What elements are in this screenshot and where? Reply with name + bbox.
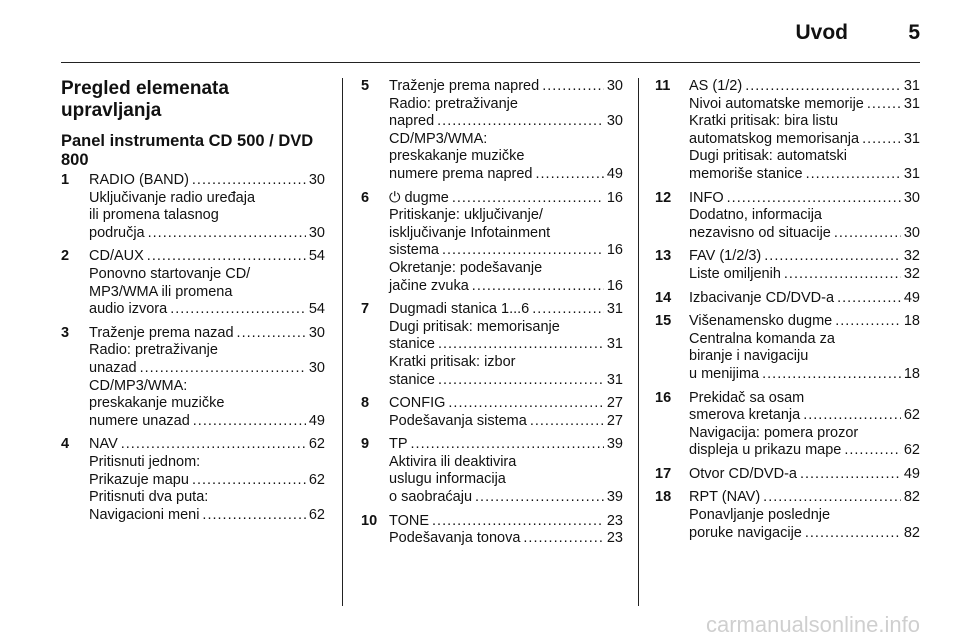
entry-text: Ponavljanje poslednje (689, 507, 831, 524)
page-reference: 31 (903, 78, 920, 94)
entry-text: ili promena talasnog (89, 207, 219, 224)
page-number: 5 (908, 21, 920, 44)
entry-line (689, 390, 920, 408)
dot-leader (147, 248, 306, 266)
dot-leader (523, 530, 603, 548)
dot-leader (800, 466, 901, 484)
entry-text: Radio: pretraživanje (389, 95, 518, 112)
toc-entry (655, 489, 920, 542)
entry-line (389, 395, 623, 413)
entry-text: Prekidač sa osam (689, 389, 805, 406)
entry-line (89, 378, 325, 396)
entry-line (389, 301, 623, 319)
entry-line (689, 331, 920, 349)
entry-text: u menijima (689, 365, 760, 382)
toc-entry (361, 436, 623, 506)
page-reference: 62 (308, 436, 325, 453)
dot-leader (763, 489, 901, 507)
dot-leader (764, 248, 901, 266)
entry-number: 1 (61, 172, 70, 188)
entry-line (389, 207, 623, 225)
entry-line (689, 442, 920, 460)
page-reference: 31 (606, 336, 623, 353)
page-reference: 82 (903, 524, 920, 541)
entry-line (89, 248, 325, 266)
toc-entry (61, 172, 325, 242)
entry-line (89, 489, 325, 507)
entry-line (389, 278, 623, 296)
entry-line (89, 413, 325, 431)
entry-text: Dugmadi stanica 1...6 (389, 301, 530, 318)
entry-text: Podešavanja sistema (389, 412, 527, 429)
entry-line (389, 131, 623, 149)
dot-leader (432, 513, 604, 531)
entry-line (689, 290, 920, 308)
page-reference: 23 (606, 530, 623, 547)
entry-text: Ponovno startovanje CD/ (89, 265, 251, 282)
entry-text: FAV (1/2/3) (689, 248, 762, 265)
page-reference: 62 (903, 407, 920, 424)
entry-text: biranje i navigaciju (689, 348, 809, 365)
toc-entry (61, 436, 325, 524)
entry-number: 6 (361, 189, 370, 206)
entry-text: memoriše stanice (689, 165, 803, 182)
entry-number: 14 (655, 289, 672, 306)
toc-entry (655, 78, 920, 184)
entry-line (689, 313, 920, 331)
entry-number: 15 (655, 313, 672, 330)
page-reference: 30 (606, 113, 623, 130)
page-reference: 16 (606, 242, 623, 259)
entry-line (389, 354, 623, 372)
entry-line (389, 166, 623, 184)
toc-entry (61, 248, 325, 318)
entry-text: sistema (389, 242, 439, 259)
entry-number: 17 (655, 465, 672, 482)
entry-text: RADIO (BAND) (89, 172, 189, 188)
entry-text: Centralna komanda za (689, 330, 835, 347)
dot-leader (805, 525, 901, 543)
entry-text: audio izvora (89, 301, 168, 318)
entry-line (389, 96, 623, 114)
toc-entry (655, 313, 920, 383)
entry-line (689, 78, 920, 96)
page-reference: 62 (903, 442, 920, 459)
page-reference: 30 (308, 172, 325, 188)
entry-line (689, 166, 920, 184)
dot-leader (806, 166, 901, 184)
entry-number: 9 (361, 436, 370, 453)
dot-leader (862, 131, 901, 149)
dot-leader (542, 78, 604, 96)
entry-text: napred (389, 113, 435, 130)
dot-leader (535, 166, 603, 184)
entry-line (689, 190, 920, 208)
entry-line (689, 113, 920, 131)
page-reference: 27 (606, 395, 623, 412)
entry-line (89, 454, 325, 472)
page-reference: 16 (606, 189, 623, 206)
entry-text: Uključivanje radio uređaja (89, 189, 256, 206)
entry-line (89, 360, 325, 378)
entry-line (689, 207, 920, 225)
page-reference: 32 (903, 248, 920, 265)
entry-line (389, 436, 623, 454)
page-reference: 31 (606, 371, 623, 388)
entry-line (89, 207, 325, 225)
entry-text: CD/MP3/WMA: (89, 377, 188, 394)
page-reference: 39 (606, 436, 623, 453)
dot-leader (784, 266, 901, 284)
entry-line (689, 425, 920, 443)
entry-line (389, 148, 623, 166)
entry-text: smerova kretanja (689, 407, 801, 424)
entry-line (89, 507, 325, 525)
dot-leader (442, 242, 604, 260)
dot-leader (192, 472, 306, 490)
entry-line (389, 413, 623, 431)
page-reference: 16 (606, 277, 623, 294)
toc-entry (361, 78, 623, 184)
dot-leader (192, 172, 306, 190)
entry-text: displeja u prikazu mape (689, 442, 842, 459)
dot-leader (438, 336, 604, 354)
dot-leader (762, 366, 901, 384)
entry-text: jačine zvuka (389, 277, 469, 294)
page-reference: 31 (606, 301, 623, 318)
page-reference: 32 (903, 265, 920, 282)
entry-number: 12 (655, 189, 672, 206)
entry-text: Dugi pritisak: automatski (689, 148, 847, 165)
entry-text: stanice (389, 336, 435, 353)
entry-text: Izbacivanje CD/DVD-a (689, 289, 835, 306)
dot-leader (148, 225, 306, 243)
entry-text: poruke navigacije (689, 524, 802, 541)
entry-line (689, 366, 920, 384)
entry-text: o saobraćaju (389, 489, 473, 506)
entry-text: Otvor CD/DVD-a (689, 465, 797, 482)
entry-line (89, 266, 325, 284)
entry-text: ⏻ dugme (389, 189, 449, 206)
dot-leader (202, 507, 305, 525)
toc-entry (361, 395, 623, 430)
entry-text: unazad (89, 359, 137, 376)
entry-text: preskakanje muzičke (389, 148, 525, 165)
entry-list (361, 78, 623, 548)
entry-number: 2 (61, 248, 70, 265)
entry-text: uslugu informacija (389, 471, 506, 488)
entry-number: 8 (361, 395, 370, 412)
entry-number: 3 (61, 324, 70, 341)
entry-line (689, 466, 920, 484)
entry-text: Navigacioni meni (89, 506, 200, 523)
entry-text: AS (1/2) (689, 78, 743, 94)
page-reference: 49 (903, 465, 920, 482)
entry-text: Aktivira ili deaktivira (389, 453, 517, 470)
entry-line (689, 348, 920, 366)
entry-text: automatskog memorisanja (689, 130, 860, 147)
entry-text: numere unazad (89, 412, 190, 429)
entry-text: MP3/WMA ili promena (89, 283, 233, 300)
toc-entry (655, 248, 920, 283)
entry-line (389, 489, 623, 507)
toc-entry (655, 390, 920, 460)
page-reference: 30 (903, 224, 920, 241)
entry-line (689, 225, 920, 243)
entry-text: nezavisno od situacije (689, 224, 831, 241)
page-reference: 82 (903, 489, 920, 506)
dot-leader (844, 442, 901, 460)
page-reference: 39 (606, 489, 623, 506)
dot-leader (803, 407, 901, 425)
page-reference: 49 (606, 165, 623, 182)
entry-line (389, 225, 623, 243)
entry-line (389, 319, 623, 337)
entry-line (389, 78, 623, 96)
entry-line (89, 225, 325, 243)
page-reference: 54 (308, 248, 325, 265)
dot-leader (834, 225, 901, 243)
entry-line (389, 372, 623, 390)
dot-leader (140, 360, 306, 378)
dot-leader (411, 436, 604, 454)
entry-text: Kratki pritisak: bira listu (689, 113, 839, 130)
entry-text: Podešavanja tonova (389, 530, 521, 547)
entry-line (89, 436, 325, 454)
entry-text: Pritisnuti dva puta: (89, 489, 209, 506)
dot-leader (835, 313, 901, 331)
dot-leader (170, 301, 306, 319)
column-3 (655, 78, 920, 548)
toc-entry (655, 190, 920, 243)
entry-text: Dodatno, informacija (689, 207, 822, 224)
entry-number: 13 (655, 248, 672, 265)
page-reference: 62 (308, 506, 325, 523)
entry-line (89, 395, 325, 413)
toc-entry (361, 301, 623, 389)
watermark: carmanualsonline.info (705, 612, 920, 637)
entry-number: 18 (655, 489, 672, 506)
entry-text: Okretanje: podešavanje (389, 259, 543, 276)
dot-leader (727, 190, 901, 208)
page-reference: 27 (606, 412, 623, 429)
entry-text: CONFIG (389, 395, 446, 412)
page-reference: 31 (903, 165, 920, 182)
toc-entry (61, 325, 325, 431)
toc-entry (655, 466, 920, 484)
entry-line (689, 131, 920, 149)
entry-text: Nivoi automatske memorije (689, 95, 864, 112)
page-header-title: Uvod (795, 21, 848, 44)
dot-leader (121, 436, 306, 454)
page-reference: 54 (308, 301, 325, 318)
entry-text: Dugi pritisak: memorisanje (389, 318, 560, 335)
entry-line (689, 407, 920, 425)
entry-line (89, 472, 325, 490)
dot-leader (472, 278, 604, 296)
entry-number: 4 (61, 436, 70, 453)
entry-line (89, 284, 325, 302)
page-reference: 62 (308, 471, 325, 488)
entry-list (61, 172, 325, 524)
entry-text: NAV (89, 436, 118, 453)
dot-leader (475, 489, 604, 507)
entry-line (689, 248, 920, 266)
entry-line (689, 96, 920, 114)
column-divider-2 (638, 78, 639, 606)
entry-line (89, 342, 325, 360)
entry-number: 10 (361, 512, 378, 529)
entry-line (689, 266, 920, 284)
entry-text: Liste omiljenih (689, 265, 781, 282)
entry-line (389, 454, 623, 472)
page-reference: 18 (903, 365, 920, 382)
entry-number: 5 (361, 78, 370, 94)
entry-line (389, 530, 623, 548)
page-reference: 31 (903, 130, 920, 147)
dot-leader (448, 395, 603, 413)
entry-text: Radio: pretraživanje (89, 342, 218, 359)
page-reference: 30 (903, 189, 920, 206)
toc-entry (361, 513, 623, 548)
entry-text: RPT (NAV) (689, 489, 761, 506)
subsection-title: Panel instrumenta CD 500 / DVD 800 (61, 132, 314, 169)
entry-line (389, 471, 623, 489)
page-reference: 30 (308, 224, 325, 241)
column-divider-1 (342, 78, 343, 606)
page-reference: 30 (308, 359, 325, 376)
entry-text: TONE (389, 512, 430, 529)
dot-leader (867, 96, 901, 114)
entry-number: 16 (655, 389, 672, 406)
entry-text: numere prema napred (389, 165, 533, 182)
header-rule (61, 62, 920, 63)
entry-text: Navigacija: pomera prozor (689, 424, 859, 441)
column-2 (361, 78, 623, 554)
entry-line (689, 148, 920, 166)
entry-text: CD/MP3/WMA: (389, 130, 488, 147)
entry-text: Prikazuje mapu (89, 471, 189, 488)
page-reference: 23 (606, 512, 623, 529)
entry-text: područja (89, 224, 145, 241)
entry-text: CD/AUX (89, 248, 144, 265)
entry-line (389, 513, 623, 531)
dot-leader (745, 78, 901, 96)
entry-text: Višenamensko dugme (689, 313, 833, 330)
dot-leader (452, 190, 604, 208)
entry-text: Pritisnuti jednom: (89, 453, 201, 470)
entry-line (389, 242, 623, 260)
toc-entry (655, 290, 920, 308)
page-reference: 31 (903, 95, 920, 112)
entry-text: Traženje prema nazad (89, 324, 234, 341)
column-1 (61, 78, 325, 530)
page-reference: 49 (903, 289, 920, 306)
entry-line (389, 336, 623, 354)
entry-line (689, 507, 920, 525)
dot-leader (837, 290, 901, 308)
entry-text: isključivanje Infotainment (389, 224, 551, 241)
entry-text: TP (389, 436, 408, 453)
entry-line (389, 190, 623, 208)
entry-line (389, 260, 623, 278)
entry-list (655, 78, 920, 542)
page-reference: 49 (308, 412, 325, 429)
entry-text: Pritiskanje: uključivanje/ (389, 207, 543, 224)
entry-line (389, 113, 623, 131)
dot-leader (193, 413, 306, 431)
entry-line (689, 489, 920, 507)
entry-line (89, 301, 325, 319)
dot-leader (438, 372, 604, 390)
dot-leader (437, 113, 604, 131)
dot-leader (530, 413, 604, 431)
toc-entry (361, 190, 623, 296)
entry-line (89, 172, 325, 190)
entry-line (89, 325, 325, 343)
entry-number: 7 (361, 301, 370, 318)
entry-line (689, 525, 920, 543)
entry-text: preskakanje muzičke (89, 395, 225, 412)
entry-text: stanice (389, 371, 435, 388)
section-title: Pregled elemenata upravljanja (61, 78, 229, 121)
entry-line (89, 190, 325, 208)
page-reference: 30 (308, 324, 325, 341)
dot-leader (532, 301, 604, 319)
entry-text: Kratki pritisak: izbor (389, 353, 516, 370)
page-reference: 30 (606, 78, 623, 94)
entry-number: 11 (655, 78, 671, 94)
dot-leader (237, 325, 306, 343)
entry-text: INFO (689, 189, 724, 206)
entry-text: Traženje prema napred (389, 78, 540, 94)
page-reference: 18 (903, 313, 920, 330)
